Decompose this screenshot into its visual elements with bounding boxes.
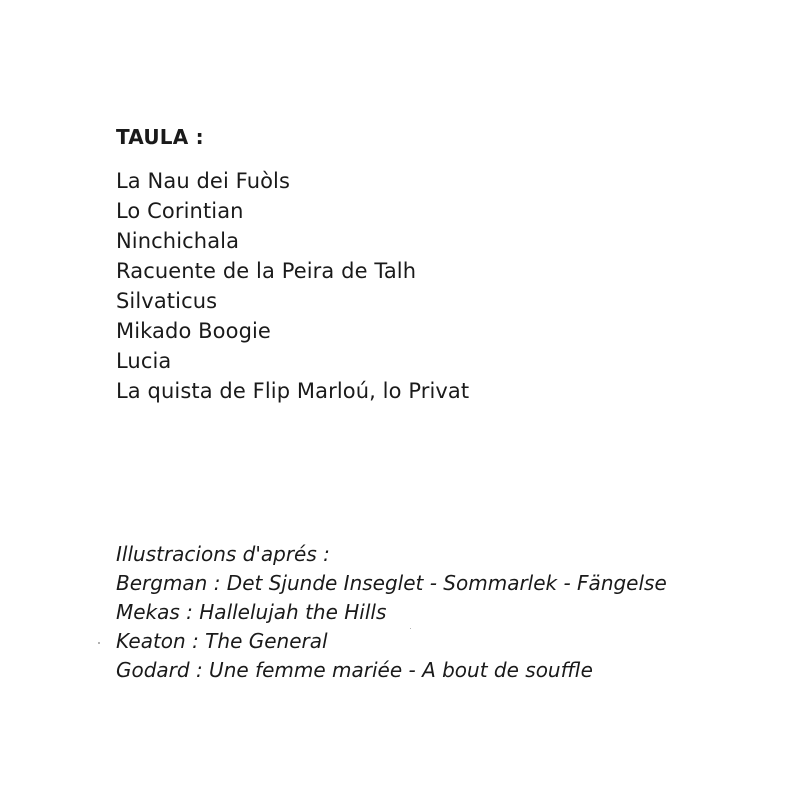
credit-line: Godard : Une femme mariée - A bout de souffle: [116, 658, 593, 682]
toc-list: [116, 166, 469, 406]
credit-line: Keaton : The General: [116, 629, 328, 653]
toc-item: Silvaticus: [116, 289, 218, 313]
toc-item: Lucia: [116, 349, 172, 373]
toc-item: Lo Corintian: [116, 199, 244, 223]
toc-title: TAULA :: [116, 125, 204, 149]
credit-line: Bergman : Det Sjunde Inseglet - Sommarlek - Fängelse: [116, 571, 667, 595]
toc-item: Racuente de la Peira de Talh: [116, 259, 417, 283]
credits-list: [116, 569, 667, 685]
illustration-credits: [116, 540, 667, 685]
credits-heading: Illustracions d'aprés :: [116, 542, 330, 566]
paper-speck: [410, 628, 411, 629]
paper-speck: [98, 642, 100, 644]
toc-item: La Nau dei Fuòls: [116, 169, 291, 193]
toc-item: Ninchichala: [116, 229, 240, 253]
toc-item: La quista de Flip Marloú, lo Privat: [116, 379, 470, 403]
toc-item: Mikado Boogie: [116, 319, 271, 343]
credit-line: Mekas : Hallelujah the Hills: [116, 600, 387, 624]
